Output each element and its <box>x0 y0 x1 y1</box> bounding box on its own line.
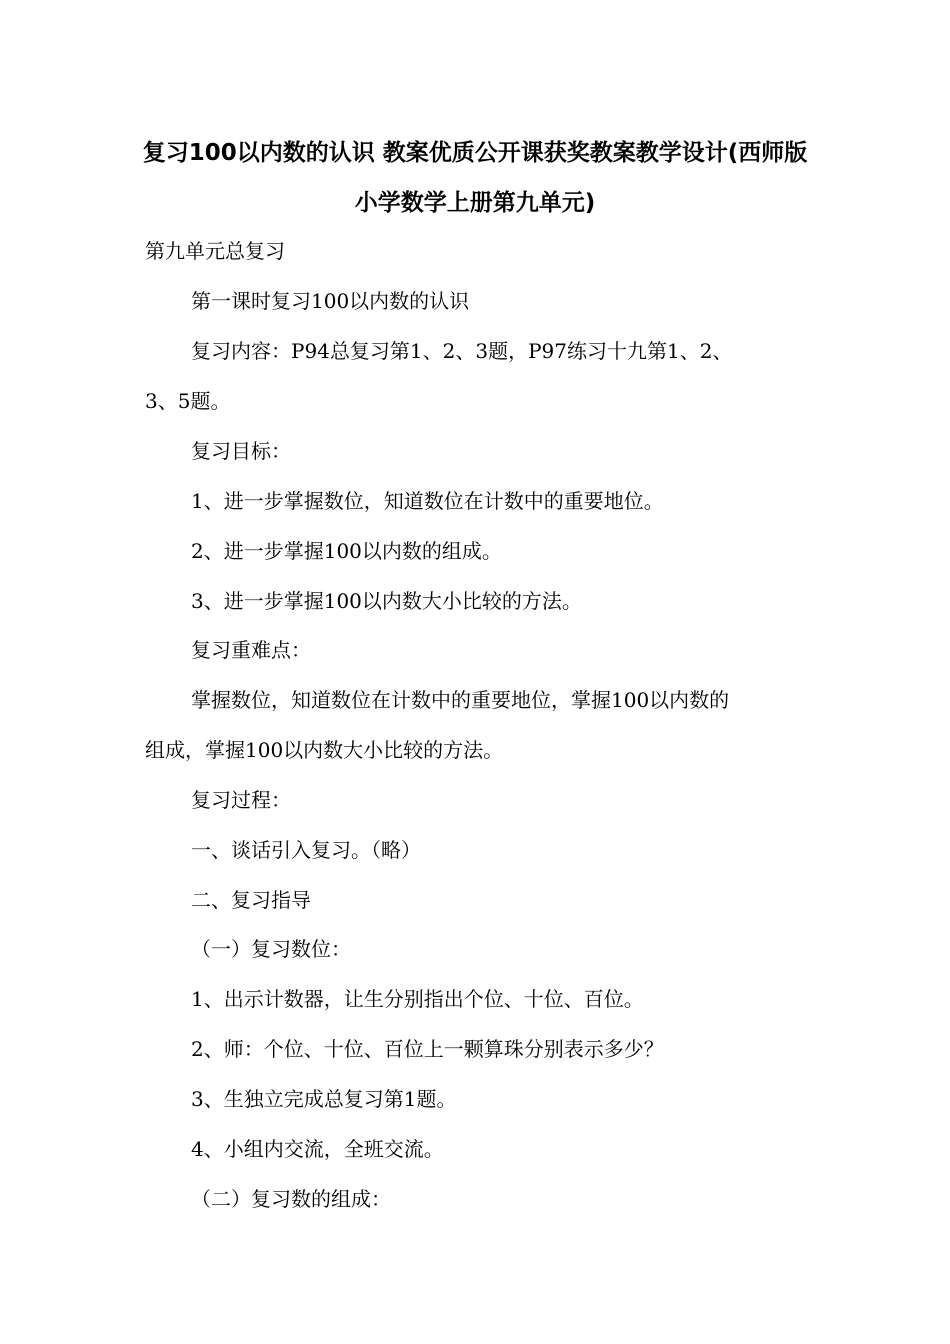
sub-one-item: 3、生独立完成总复习第1题。 <box>191 1087 457 1111</box>
step-two: 二、复习指导 <box>191 888 311 912</box>
sub-one-item: 1、出示计数器，让生分别指出个位、十位、百位。 <box>191 987 644 1011</box>
step-one: 一、谈话引入复习。（略） <box>191 838 421 862</box>
review-content-line-1: 复习内容：P94总复习第1、2、3题，P97练习十九第1、2、 <box>191 339 733 363</box>
unit-heading: 第九单元总复习 <box>145 239 285 263</box>
sub-two-heading: （二）复习数的组成： <box>191 1187 391 1211</box>
sub-one-item: 2、师：个位、十位、百位上一颗算珠分别表示多少？ <box>191 1037 664 1061</box>
key-points-heading: 复习重难点： <box>191 638 311 662</box>
goal-item: 1、进一步掌握数位，知道数位在计数中的重要地位。 <box>191 489 664 513</box>
sub-one-item: 4、小组内交流，全班交流。 <box>191 1137 444 1161</box>
document-title-line-1: 复习100以内数的认识 教案优质公开课获奖教案教学设计(西师版 <box>142 140 808 166</box>
goal-item: 3、进一步掌握100以内数大小比较的方法。 <box>191 589 582 613</box>
review-content-line-2: 3、5题。 <box>145 389 231 413</box>
lesson-heading: 第一课时复习100以内数的认识 <box>191 289 470 313</box>
goal-item: 2、进一步掌握100以内数的组成。 <box>191 539 502 563</box>
document-title-line-2: 小学数学上册第九单元) <box>354 190 596 216</box>
sub-one-heading: （一）复习数位： <box>191 937 351 961</box>
process-heading: 复习过程： <box>191 788 291 812</box>
key-points-line-2: 组成，掌握100以内数大小比较的方法。 <box>145 738 504 762</box>
key-points-line-1: 掌握数位，知道数位在计数中的重要地位，掌握100以内数的 <box>191 688 730 712</box>
goals-heading: 复习目标： <box>191 439 291 463</box>
